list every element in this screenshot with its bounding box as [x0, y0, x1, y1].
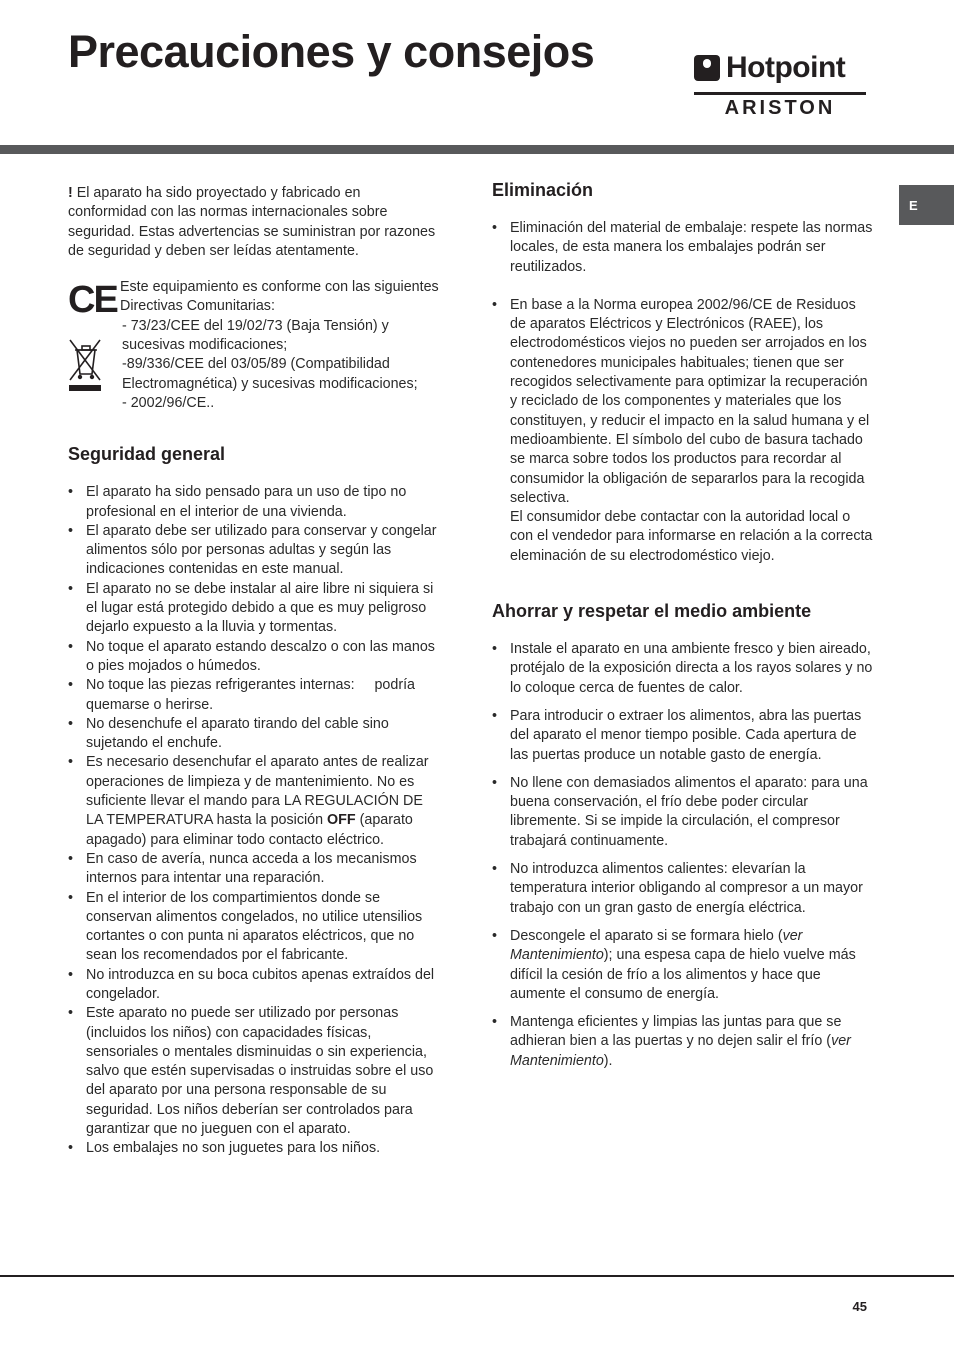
crossed-bin-icon: [68, 338, 102, 392]
brand-logo: [694, 52, 868, 124]
raee-text: En base a la Norma europea 2002/96/CE de Residuos de aparatos Eléctricos y Electrónicos (RAEE), los electrodomésticos viejos no pueden ser arrojados en los contenedores municipales habituales; tienen que ser recogidos selectivamente para optimizar la recuperación y reciclado de los componentes y materiales que los constituyen, y reducir el impacto en la salud humana y el medioambiente. El símbolo del cubo de basura tachado se marca sobre todos los productos para recordar al consumidor la obligación de separarlos para la recogida selectiva.: [510, 296, 870, 506]
list-item: • Instale el aparato en una ambiente fresco y bien aireado, protéjalo de la exposición directa a los rayos solares y no lo coloque cerca de fuentes de calor.: [492, 640, 874, 698]
seals-reference: ver Mantenimiento: [510, 1033, 851, 1069]
raee-note: El consumidor debe contactar con la autoridad local o con el vendedor para informarse en relación a la correcta eleminación de su electrodoméstico viejo.: [510, 509, 873, 564]
list-item: • Eliminación del material de embalaje: respete las normas locales, de esta manera los embalajes podrán ser reutilizados.: [492, 219, 874, 277]
list-item: • En caso de avería, nunca acceda a los mecanismos internos para intentar una reparación.: [68, 850, 443, 889]
ce-directive-item: -89/336/CEE del 03/05/89 (Compatibilidad Electromagnética) y sucesivas modificaciones;: [122, 356, 418, 392]
ce-directive-item: - 2002/96/CE..: [122, 394, 215, 411]
list-item: • No toque el aparato estando descalzo o con las manos o pies mojados o húmedos.: [68, 638, 443, 677]
list-item: • El aparato ha sido pensado para un uso de tipo no profesional en el interior de una vivienda.: [68, 483, 443, 522]
header-band: [0, 145, 954, 154]
unplug-text-before: Es necesario desenchufar el aparato antes de realizar operaciones de limpieza y de mantenimiento. No es suficiente llevar el mando para LA REGULACIÓN DE LA TEMPERATURA hasta la posición: [86, 754, 429, 829]
list-item: • El aparato no se debe instalar al aire libre ni siquiera si el lugar está protegido debido a que es muy peligroso dejarlo expuesto a la lluvia y tormentas.: [68, 580, 443, 638]
list-item: [492, 927, 874, 1004]
list-item: • No introduzca en su boca cubitos apenas extraídos del congelador.: [68, 966, 443, 1005]
list-item: • Este aparato no puede ser utilizado por personas (incluidos los niños) con capacidades físicas, sensoriales o mentales disminuidas o sin experiencia, salvo que estén supervisadas o instruidas sobre el uso del aparato por una persona responsable de su seguridad. Los niños deberían ser controlados para garantizar que no jueguen con el aparato.: [68, 1004, 443, 1139]
list-item: • No desenchufe el aparato tirando del cable sino sujetando el enchufe.: [68, 715, 443, 754]
list-item: • No llene con demasiados alimentos el aparato: para una buena conservación, el frío debe poder circular libremente. Si se impide la circulación, el compresor trabajará continuamente.: [492, 774, 874, 851]
list-item: [492, 1013, 874, 1071]
list-item: • El aparato debe ser utilizado para conservar y congelar alimentos sólo por personas adultas y según las indicaciones contenidas en este manual.: [68, 522, 443, 580]
defrost-reference: ver Mantenimiento: [510, 927, 803, 964]
intro-text: El aparato ha sido proyectado y fabricado en conformidad con las normas internacionales sobre seguridad. Estas advertencias se suministran por razones de seguridad y deben ser leídas atentamente.: [68, 185, 436, 259]
intro-paragraph: [68, 184, 443, 261]
list-item: • No introduzca alimentos calientes: elevarían la temperatura interior obligando al compresor a un mayor trabajo con un gran gasto de energía eléctrica.: [492, 860, 874, 918]
brand-logo-icon: [694, 55, 720, 81]
footer-rule: [0, 1275, 954, 1277]
eliminacion-list: [492, 219, 874, 566]
seals-text-after: ).: [603, 1052, 613, 1069]
unplug-text-after: (aparato apagado) para eliminar todo contacto eléctrico.: [86, 812, 413, 848]
seals-text-before: Mantenga eficientes y limpias las juntas para que se adhieran bien a las puertas y no dejen salir el frío (: [510, 1014, 842, 1050]
ce-directive-item: - 73/23/CEE del 19/02/73 (Baja Tensión) y sucesivas modificaciones;: [122, 317, 389, 354]
brand-name: Hotpoint: [726, 51, 846, 84]
list-item: • En el interior de los compartimientos donde se conservan alimentos congelados, no utilice utensilios cortantes o con punta ni aparatos eléctricos, que no sean los recomendados por el fabricante.: [68, 889, 443, 966]
list-item: [492, 296, 874, 566]
right-column: [492, 179, 874, 1071]
list-item: • Los embalajes no son juguetes para los niños.: [68, 1139, 443, 1158]
ce-compliance-block: [68, 278, 443, 413]
ce-mark-icon: CE: [68, 279, 117, 322]
brand-divider: [694, 92, 866, 95]
defrost-text-before: Descongele el aparato si se formara hielo (: [510, 927, 783, 944]
left-column: [68, 184, 443, 1159]
off-label: OFF: [327, 812, 356, 829]
seguridad-list: [68, 483, 443, 1158]
section-heading-eliminacion: Eliminación: [492, 180, 594, 200]
page-title: Precauciones y consejos: [68, 26, 595, 77]
ce-intro: Este equipamiento es conforme con las siguientes Directivas Comunitarias:: [120, 279, 439, 315]
list-item: [68, 753, 443, 849]
ahorrar-list: [492, 640, 874, 1071]
section-heading-ahorrar: Ahorrar y respetar el medio ambiente: [492, 601, 812, 622]
brand-subname: ARISTON: [724, 97, 836, 119]
ce-directives-text: [120, 278, 443, 413]
language-tab: E: [899, 185, 954, 225]
list-item: • No toque las piezas refrigerantes internas: podría quemarse o herirse.: [68, 676, 443, 715]
section-heading-seguridad: Seguridad general: [68, 444, 226, 465]
page-number: 45: [852, 1299, 867, 1314]
defrost-text-after: ); una espesa capa de hielo vuelve más difícil la cesión de frío a los alimentos y hace que aumente el consumo de energía.: [510, 947, 856, 1002]
list-item: • Para introducir o extraer los alimentos, abra las puertas del aparato el menor tiempo posible. Cada apertura de las puertas produce un notable gasto de energía.: [492, 707, 874, 765]
warning-mark: !: [68, 185, 73, 201]
